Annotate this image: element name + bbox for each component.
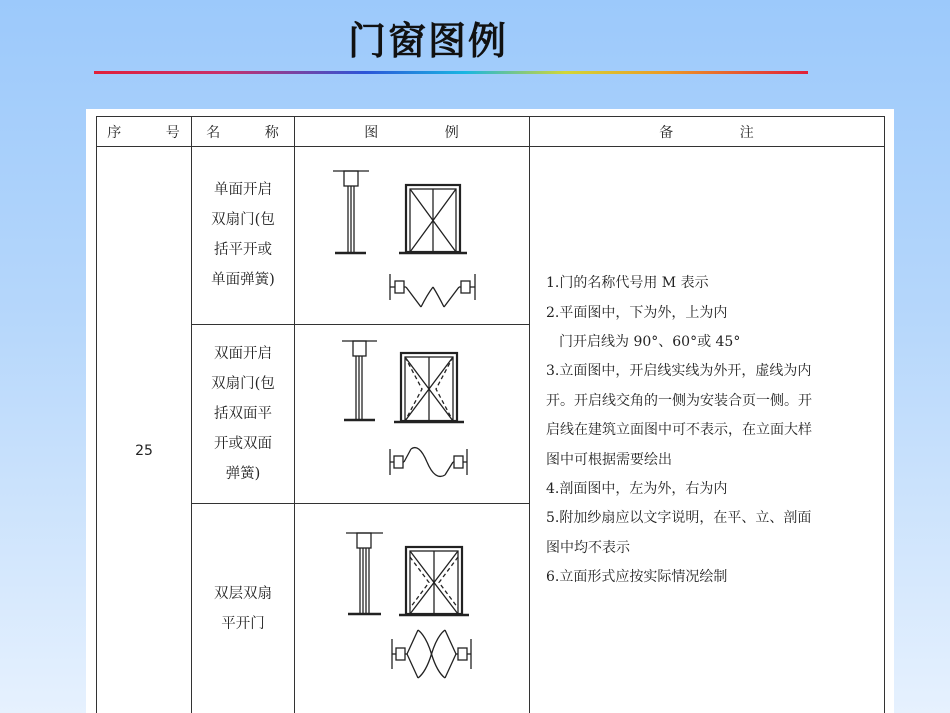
table-header-row: [97, 117, 885, 147]
door-drawing: [295, 147, 530, 324]
remarks: [530, 147, 885, 713]
remark-line: 图中均不表示: [546, 539, 630, 556]
remark-line: 图中可根据需要绘出: [546, 451, 672, 468]
legend-sheet: [86, 109, 894, 713]
double-layer-double-door-drawing: [295, 504, 530, 713]
row-number: 25: [97, 147, 192, 713]
remark-line: 3.立面图中，开启线实线为外开，虚线为内: [546, 363, 812, 380]
door-name: 双面开启 双扇门(包 括双面平 开或双面 弹簧): [192, 324, 295, 503]
door-drawing: [295, 504, 530, 713]
door-name: 单面开启 双扇门(包 括平开或 单面弹簧): [192, 147, 295, 324]
remark-line: 门开启线为 90°、60°或 45°: [559, 334, 741, 351]
remark-line: 1.门的名称代号用 M 表示: [546, 275, 709, 292]
title-underline: [94, 71, 808, 74]
remark-line: 2.平面图中，下为外，上为内: [546, 304, 728, 321]
remark-line: 6.立面形式应按实际情况绘制: [546, 569, 728, 586]
remark-line: 启线在建筑立面图中可不表示，在立面大样: [546, 422, 812, 439]
header-remark: 备 注: [530, 117, 885, 147]
remark-line: 5.附加纱扇应以文字说明，在平、立、剖面: [546, 510, 812, 527]
header-name: 名 称: [192, 117, 295, 147]
single-side-double-door-drawing: [295, 147, 530, 322]
page-title: 门窗图例: [347, 19, 508, 63]
remark-line: 开。开启线交角的一侧为安装合页一侧。开: [546, 392, 812, 409]
table-row: [97, 147, 885, 324]
header-legend: 图 例: [295, 117, 530, 147]
remark-line: 4.剖面图中，左为外，右为内: [546, 481, 728, 498]
door-name: 双层双扇 平开门: [192, 504, 295, 713]
header-seq: 序 号: [97, 117, 192, 147]
double-side-double-door-drawing: [295, 325, 530, 502]
door-drawing: [295, 324, 530, 503]
door-legend-table: [96, 116, 885, 713]
